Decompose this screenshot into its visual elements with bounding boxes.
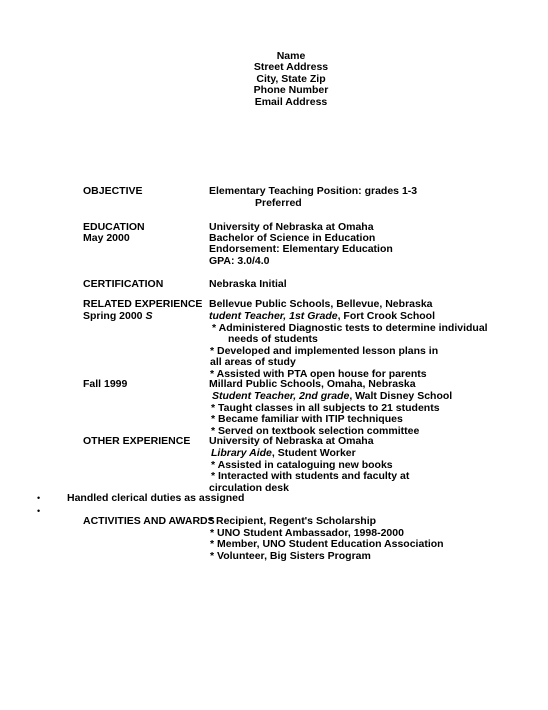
education-label: EDUCATION <box>83 221 145 233</box>
other-role <box>211 448 356 460</box>
related-item2-line: * Served on textbook selection committee <box>211 425 420 437</box>
related-school1: Bellevue Public Schools, Bellevue, Nebraska <box>209 298 433 310</box>
other-item-line: * Assisted in cataloguing new books <box>211 459 393 471</box>
header-phone: Phone Number <box>253 84 329 96</box>
activities-label: ACTIVITIES AND AWARDS <box>83 515 215 527</box>
objective-label: OBJECTIVE <box>83 185 143 197</box>
related-item1-line: all areas of study <box>210 356 296 368</box>
related-role2-location: , Walt Disney School <box>349 390 453 402</box>
related-role1-location: , Fort Crook School <box>337 310 435 322</box>
other-role-title: Library Aide <box>211 447 272 459</box>
bullet-icon: • <box>37 493 41 503</box>
activities-item: * Member, UNO Student Education Association <box>210 538 444 550</box>
education-gpa: GPA: 3.0/4.0 <box>209 255 270 267</box>
objective-line2: Preferred <box>255 197 302 209</box>
activities-item: * UNO Student Ambassador, 1998-2000 <box>210 527 404 539</box>
other-role-detail: , Student Worker <box>271 447 356 459</box>
related-date-fall: Fall 1999 <box>83 378 128 390</box>
education-school: University of Nebraska at Omaha <box>209 221 374 233</box>
other-org: University of Nebraska at Omaha <box>209 435 374 447</box>
header-name: Name <box>276 50 306 62</box>
activities-item: * Volunteer, Big Sisters Program <box>210 550 371 562</box>
other-experience-label: OTHER EXPERIENCE <box>83 435 191 447</box>
related-item1-line: * Assisted with PTA open house for parents <box>210 368 427 380</box>
education-degree: Bachelor of Science in Education <box>209 232 376 244</box>
bullet-icon: • <box>37 506 41 516</box>
related-role2 <box>212 391 452 403</box>
related-role1 <box>209 311 435 323</box>
related-date-spring-italic: S <box>145 310 153 322</box>
related-item1-line: * Administered Diagnostic tests to determine individual <box>212 322 488 334</box>
other-item-line: * Interacted with students and faculty at <box>211 470 410 482</box>
objective-line1: Elementary Teaching Position: grades 1-3 <box>209 185 418 197</box>
certification-label: CERTIFICATION <box>83 278 164 290</box>
header-city: City, State Zip <box>256 73 326 85</box>
related-experience-label: RELATED EXPERIENCE <box>83 298 203 310</box>
header-street: Street Address <box>253 61 329 73</box>
education-endorsement: Endorsement: Elementary Education <box>209 243 393 255</box>
related-item2-line: * Taught classes in all subjects to 21 students <box>211 402 440 414</box>
related-item1-line: * Developed and implemented lesson plans in <box>210 345 439 357</box>
related-item1-line: needs of students <box>228 333 318 345</box>
related-date-spring <box>83 311 152 323</box>
education-date: May 2000 <box>83 232 130 244</box>
related-role1-title: tudent Teacher, 1st Grade <box>209 310 338 322</box>
related-item2-line: * Became familiar with ITIP techniques <box>211 413 403 425</box>
header-email: Email Address <box>254 96 328 108</box>
related-role2-title: Student Teacher, 2nd grade <box>212 390 350 402</box>
other-item-line: circulation desk <box>209 482 289 494</box>
certification-value: Nebraska Initial <box>209 278 287 290</box>
bullet-item-clerical: Handled clerical duties as assigned <box>67 492 245 504</box>
related-school2: Millard Public Schools, Omaha, Nebraska <box>209 378 416 390</box>
related-date-spring-text: Spring 2000 <box>83 310 146 322</box>
activities-item: * Recipient, Regent's Scholarship <box>209 515 377 527</box>
